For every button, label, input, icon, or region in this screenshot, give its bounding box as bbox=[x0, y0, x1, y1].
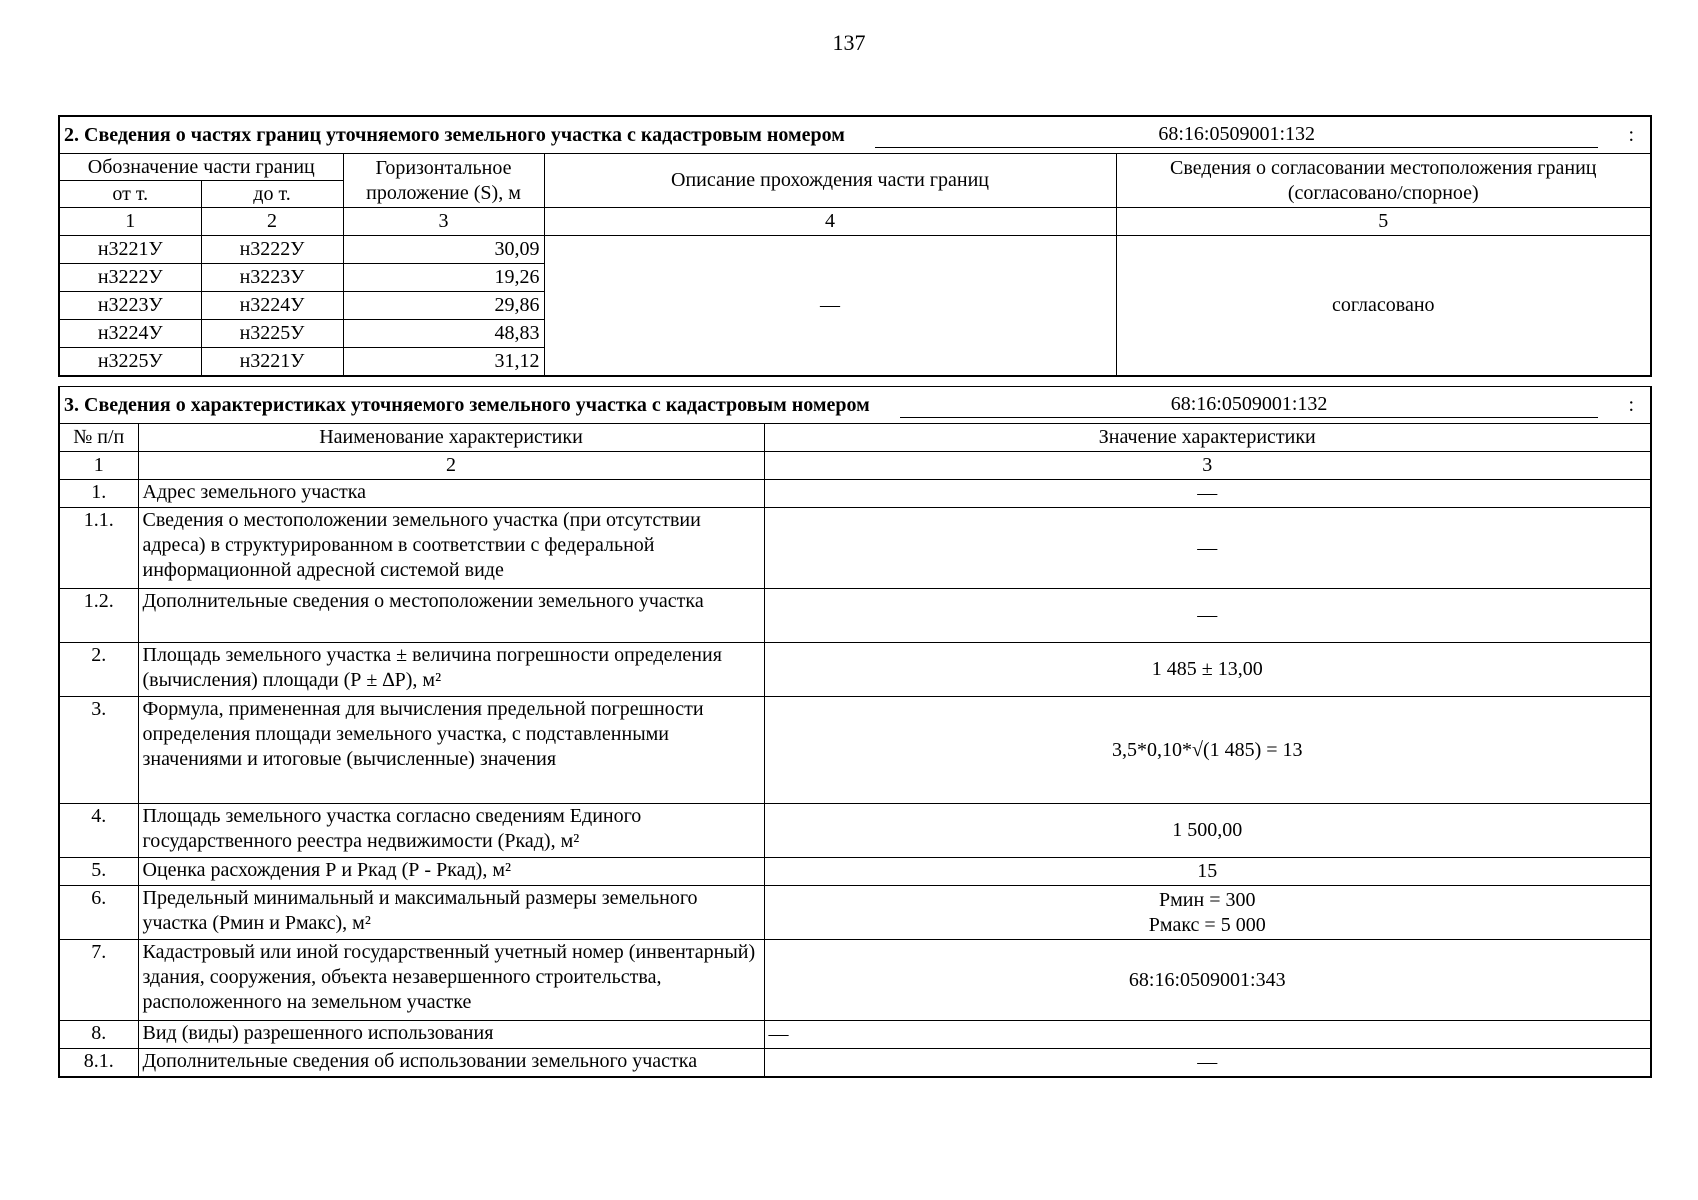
header-to: до т. bbox=[201, 181, 343, 208]
col-number: 3 bbox=[764, 452, 1651, 480]
row-value: 15 bbox=[764, 858, 1651, 886]
header-agreement: Сведения о согласовании местоположения границ (согласовано/спорное) bbox=[1116, 154, 1651, 208]
row-num: 3. bbox=[59, 697, 138, 804]
table-row bbox=[59, 480, 1651, 508]
row-num: 1.1. bbox=[59, 508, 138, 589]
row-num: 8. bbox=[59, 1021, 138, 1049]
from-point: н3223У bbox=[59, 292, 201, 320]
col-number: 2 bbox=[201, 208, 343, 236]
to-point: н3223У bbox=[201, 264, 343, 292]
row-value: 1 485 ± 13,00 bbox=[764, 643, 1651, 697]
description-value: — bbox=[544, 236, 1116, 377]
header-part-designation: Обозначение части границ bbox=[59, 154, 343, 181]
section3-colon: : bbox=[1628, 393, 1635, 416]
section3-title: 3. Сведения о характеристиках уточняемого земельного участка с кадастровым номером bbox=[64, 393, 870, 416]
row-value: — bbox=[764, 480, 1651, 508]
header-name: Наименование характеристики bbox=[138, 424, 764, 452]
row-num: 4. bbox=[59, 804, 138, 858]
row-num: 2. bbox=[59, 643, 138, 697]
row-name: Вид (виды) разрешенного использования bbox=[138, 1021, 764, 1049]
from-point: н3225У bbox=[59, 348, 201, 377]
horizontal-length: 31,12 bbox=[343, 348, 544, 377]
horizontal-length: 48,83 bbox=[343, 320, 544, 348]
row-name: Дополнительные сведения о местоположении земельного участка bbox=[138, 589, 764, 643]
col-number: 1 bbox=[59, 452, 138, 480]
section2-title-cell bbox=[59, 116, 1651, 154]
header-value: Значение характеристики bbox=[764, 424, 1651, 452]
row-value-min-max bbox=[764, 886, 1651, 940]
row-name: Дополнительные сведения об использовании земельного участка bbox=[138, 1049, 764, 1078]
section2-colon: : bbox=[1628, 123, 1635, 146]
row-name: Предельный минимальный и максимальный размеры земельного участка (Рмин и Рмакс), м² bbox=[138, 886, 764, 940]
to-point: н3221У bbox=[201, 348, 343, 377]
row-value: 1 500,00 bbox=[764, 804, 1651, 858]
row-num: 1. bbox=[59, 480, 138, 508]
page-number: 137 bbox=[832, 30, 866, 55]
table-row bbox=[59, 886, 1651, 940]
row-name: Площадь земельного участка согласно сведениям Единого государственного реестра недвижимости (Ркад), м² bbox=[138, 804, 764, 858]
row-name: Площадь земельного участка ± величина погрешности определения (вычисления) площади (Р ± ∆Р), м² bbox=[138, 643, 764, 697]
header-num: № п/п bbox=[59, 424, 138, 452]
table-row bbox=[59, 589, 1651, 643]
col-number: 2 bbox=[138, 452, 764, 480]
to-point: н3225У bbox=[201, 320, 343, 348]
characteristics-table bbox=[58, 386, 1652, 1078]
col-number: 3 bbox=[343, 208, 544, 236]
section2-cadastral-number: 68:16:0509001:132 bbox=[875, 122, 1599, 148]
col-number: 4 bbox=[544, 208, 1116, 236]
boundary-parts-table bbox=[58, 115, 1652, 377]
table-row bbox=[59, 1049, 1651, 1078]
col-number: 1 bbox=[59, 208, 201, 236]
horizontal-length: 19,26 bbox=[343, 264, 544, 292]
to-point: н3224У bbox=[201, 292, 343, 320]
col-number: 5 bbox=[1116, 208, 1651, 236]
section3-title-cell bbox=[59, 387, 1651, 424]
row-name: Кадастровый или иной государственный учетный номер (инвентарный) здания, сооружения, объекта незавершенного строительства, расположенного на земельном участке bbox=[138, 940, 764, 1021]
row-value: — bbox=[764, 508, 1651, 589]
row-num: 5. bbox=[59, 858, 138, 886]
row-name: Формула, примененная для вычисления предельной погрешности определения площади земельного участка, с подставленными значениями и итоговые (вычисленные) значения bbox=[138, 697, 764, 804]
row-num: 7. bbox=[59, 940, 138, 1021]
row-value: — bbox=[764, 1021, 1651, 1049]
header-description: Описание прохождения части границ bbox=[544, 154, 1116, 208]
value-min: Рмин = 300 bbox=[1159, 888, 1256, 911]
row-num: 6. bbox=[59, 886, 138, 940]
row-value: — bbox=[764, 589, 1651, 643]
from-point: н3224У bbox=[59, 320, 201, 348]
row-name: Оценка расхождения Р и Ркад (Р - Ркад), м² bbox=[138, 858, 764, 886]
section3-cadastral-number: 68:16:0509001:132 bbox=[900, 392, 1599, 418]
table-row bbox=[59, 804, 1651, 858]
header-horizontal: Горизонтальное проложение (S), м bbox=[343, 154, 544, 208]
section2-title: 2. Сведения о частях границ уточняемого земельного участка с кадастровым номером bbox=[64, 123, 845, 146]
row-name: Адрес земельного участка bbox=[138, 480, 764, 508]
row-num: 1.2. bbox=[59, 589, 138, 643]
row-num: 8.1. bbox=[59, 1049, 138, 1078]
row-value: 68:16:0509001:343 bbox=[764, 940, 1651, 1021]
horizontal-length: 29,86 bbox=[343, 292, 544, 320]
row-name: Сведения о местоположении земельного участка (при отсутствии адреса) в структурированном в соответствии с федеральной информационной адресной системой виде bbox=[138, 508, 764, 589]
table-row bbox=[59, 1021, 1651, 1049]
agreement-value: согласовано bbox=[1116, 236, 1651, 377]
table-row bbox=[59, 858, 1651, 886]
from-point: н3221У bbox=[59, 236, 201, 264]
value-max: Рмакс = 5 000 bbox=[1148, 913, 1266, 936]
horizontal-length: 30,09 bbox=[343, 236, 544, 264]
header-from: от т. bbox=[59, 181, 201, 208]
table-row bbox=[59, 940, 1651, 1021]
table-row bbox=[59, 236, 1651, 264]
row-value: 3,5*0,10*√(1 485) = 13 bbox=[764, 697, 1651, 804]
table-row bbox=[59, 697, 1651, 804]
row-value: — bbox=[764, 1049, 1651, 1078]
from-point: н3222У bbox=[59, 264, 201, 292]
table-row bbox=[59, 508, 1651, 589]
to-point: н3222У bbox=[201, 236, 343, 264]
table-row bbox=[59, 643, 1651, 697]
